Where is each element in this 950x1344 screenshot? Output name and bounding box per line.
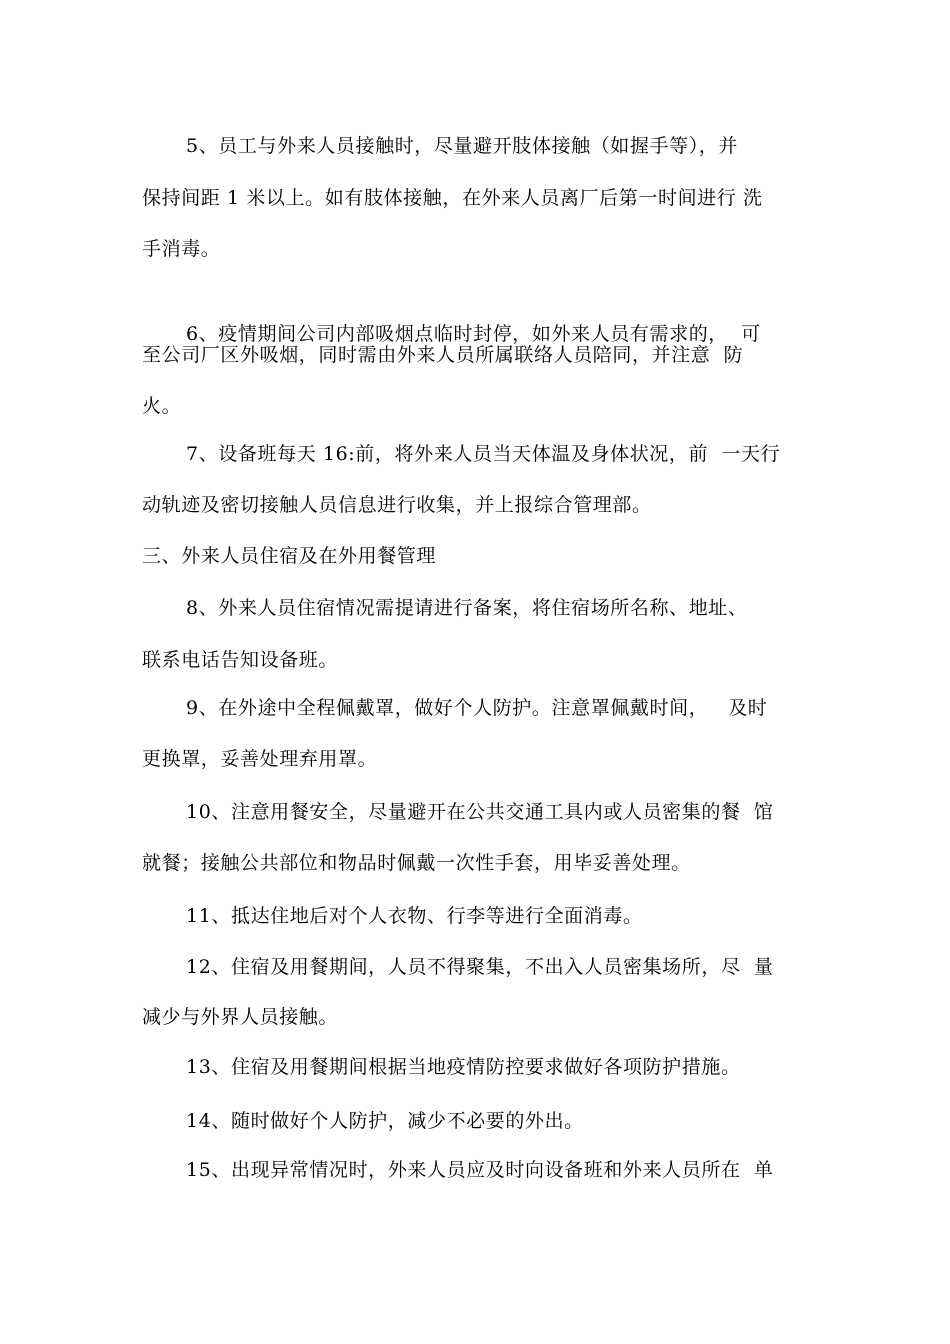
text-line-p10-2: 就餐；接触公共部位和物品时佩戴一次性手套，用毕妥善处理。 <box>142 852 691 874</box>
text-line-p7-1: 7、设备班每天 16:前，将外来人员当天体温及身体状况，前 一天行 <box>186 443 781 465</box>
text-line-p14-1: 14、随时做好个人防护，减少不必要的外出。 <box>186 1110 584 1132</box>
text-line-p5-2: 保持间距 1 米以上。如有肢体接触，在外来人员离厂后第一时间进行 洗 <box>142 187 763 209</box>
text-line-p9-1: 9、在外途中全程佩戴罩，做好个人防护。注意罩佩戴时间， 及时 <box>186 697 768 719</box>
text-line-p9-2: 更换罩，妥善处理弃用罩。 <box>142 748 378 770</box>
text-line-p7-2: 动轨迹及密切接触人员信息进行收集，并上报综合管理部。 <box>142 494 652 516</box>
text-line-p15-1: 15、出现异常情况时，外来人员应及时向设备班和外来人员所在 单 <box>186 1159 774 1181</box>
text-line-p6-3: 火。 <box>142 395 182 417</box>
section-heading: 三、外来人员住宿及在外用餐管理 <box>142 545 437 567</box>
text-line-p6-2: 至公司厂区外吸烟，同时需由外来人员所属联络人员陪同，并注意 防 <box>142 344 744 366</box>
text-line-p10-1: 10、注意用餐安全，尽量避开在公共交通工具内或人员密集的餐 馆 <box>186 801 774 823</box>
text-line-p8-2: 联系电话告知设备班。 <box>142 649 339 671</box>
text-line-p5-3: 手消毒。 <box>142 238 221 260</box>
text-line-p12-2: 减少与外界人员接触。 <box>142 1006 339 1028</box>
text-line-p12-1: 12、住宿及用餐期间，人员不得聚集，不出入人员密集场所，尽 量 <box>186 956 774 978</box>
text-line-p8-1: 8、外来人员住宿情况需提请进行备案，将住宿场所名称、地址、 <box>186 597 748 619</box>
text-line-p6-1: 6、疫情期间公司内部吸烟点临时封停，如外来人员有需求的， 可 <box>186 323 761 345</box>
text-line-p5-1: 5、员工与外来人员接触时，尽量避开肢体接触（如握手等），并 <box>186 135 738 157</box>
text-line-p11-1: 11、抵达住地后对个人衣物、行李等进行全面消毒。 <box>186 905 643 927</box>
text-line-p13-1: 13、住宿及用餐期间根据当地疫情防控要求做好各项防护措施。 <box>186 1056 741 1078</box>
